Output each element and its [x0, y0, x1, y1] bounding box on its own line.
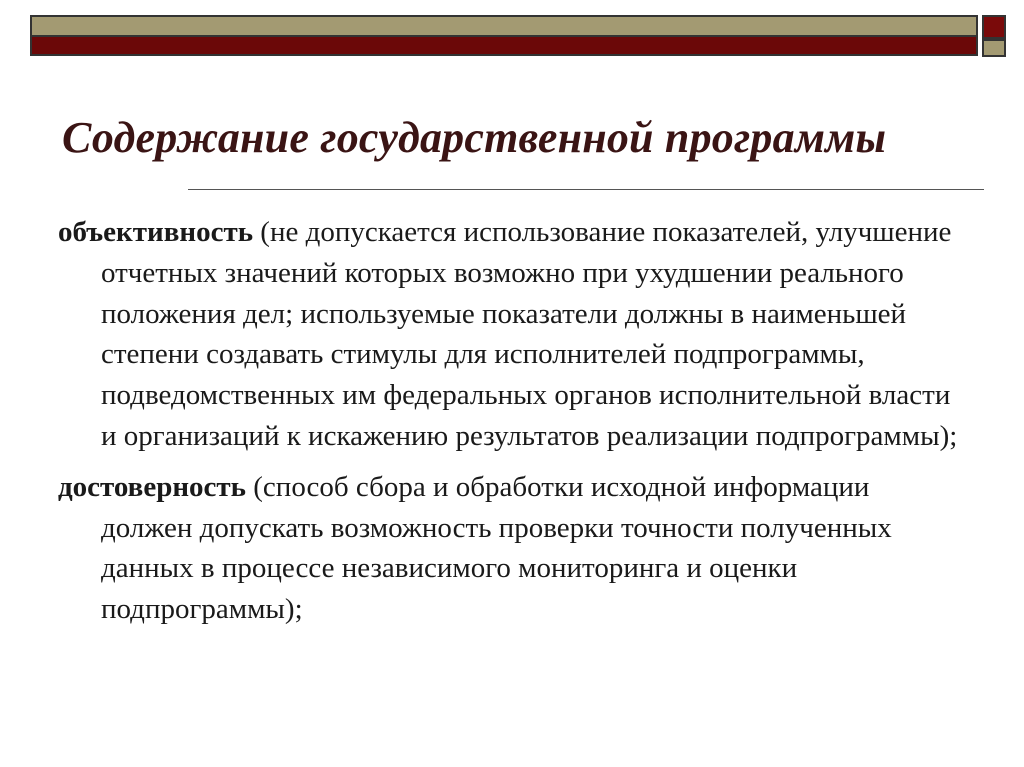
bullet-objectivity [58, 212, 958, 457]
title-divider [188, 189, 984, 190]
header-bar-maroon [30, 37, 978, 56]
slide-content [58, 212, 958, 640]
slide-title: Содержание государственной программы [62, 113, 887, 162]
header-square-maroon [982, 15, 1006, 39]
header-bar-olive [30, 15, 978, 37]
bullet-term: объективность [58, 216, 254, 248]
bullet-reliability [58, 467, 958, 630]
header-square-olive [982, 39, 1006, 57]
bullet-text: (способ сбора и обработки исходной информации должен допускать возможность проверки точности полученных данных в процессе независимого мониторинга и оценки подпрограммы); [101, 470, 892, 626]
bullet-term: достоверность [58, 470, 247, 503]
bullet-text: (не допускается использование показателей, улучшение отчетных значений которых возможно при ухудшении реального положения дел; используемые показатели должны в наименьшей степени создавать стимулы для исполнителей подпрограммы, подведомственных им федеральных органов исполнительной власти и организаций к искажению результатов реализации подпрограммы); [101, 216, 958, 452]
